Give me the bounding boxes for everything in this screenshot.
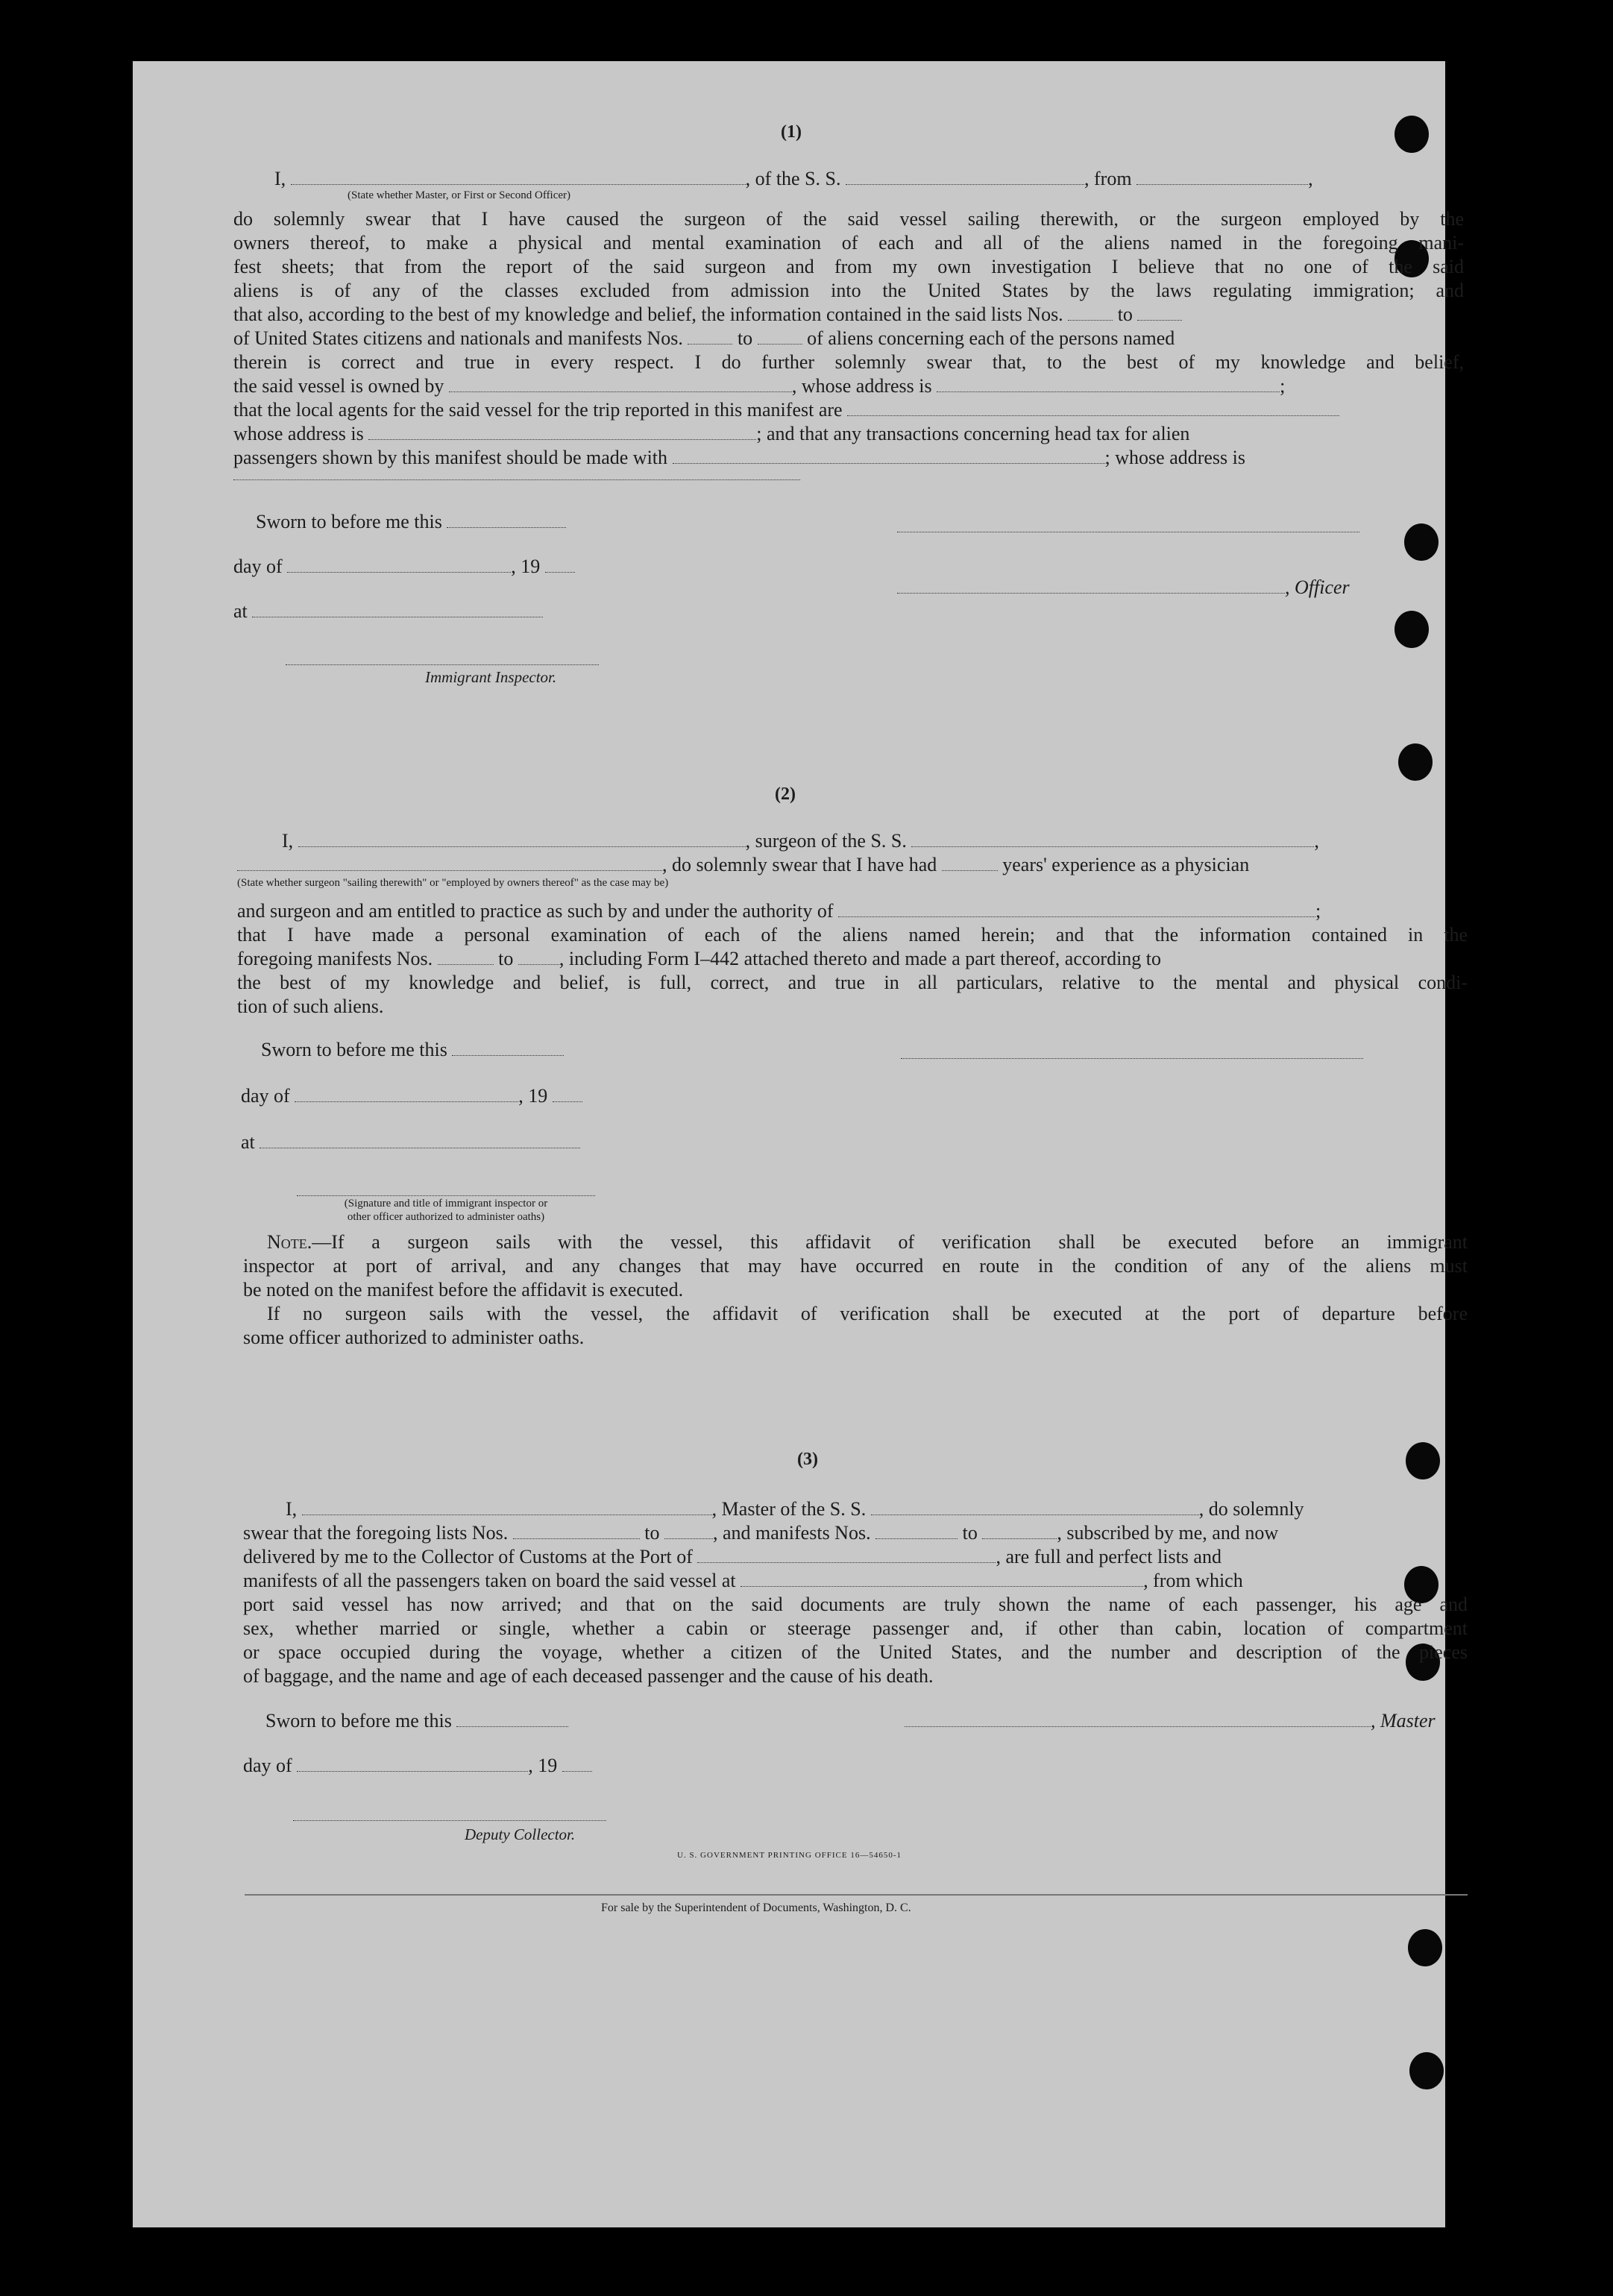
s2-day-of (241, 1084, 582, 1108)
s3-line-6: sex, whether married or single, whether a cabin or steerage passenger and, if other than cabin, location of compartment (243, 1617, 1468, 1639)
note-label: Note. (267, 1231, 312, 1253)
s3-text: , are full and perfect lists and (996, 1546, 1221, 1567)
s1-text: at (233, 600, 248, 622)
s2-sig-note-1: (Signature and title of immigrant inspector or (344, 1198, 548, 1210)
s2-sworn (261, 1038, 564, 1062)
s1-year-blank[interactable] (545, 557, 575, 573)
s2-note2-line-1: If no surgeon sails with the vessel, the affidavit of verification shall be executed at the port of departure before (267, 1303, 1468, 1324)
s2-text: at (241, 1131, 255, 1153)
s3-year-blank[interactable] (562, 1756, 592, 1772)
agents-address-blank[interactable] (368, 424, 756, 440)
punch-hole (1409, 2052, 1444, 2089)
s3-text: , and manifests Nos. (713, 1522, 871, 1544)
s1-text: I, (274, 168, 286, 189)
s3-text: , Master of the S. S. (711, 1498, 867, 1520)
years-experience-blank[interactable] (942, 855, 998, 871)
s1-officer-signature-line[interactable] (897, 531, 1359, 532)
s3-sworn (265, 1709, 568, 1733)
s1-text: , from (1084, 168, 1132, 189)
s2-inspector-signature-line[interactable] (297, 1195, 595, 1196)
section-2-heading: (2) (775, 784, 796, 804)
s3-master-signature-blank[interactable] (905, 1711, 1371, 1727)
s1-place-blank[interactable] (252, 602, 543, 617)
s3-text: , from which (1143, 1570, 1243, 1591)
s2-line-4: that I have made a personal examination of each of the aliens named herein; and that the information contained in the (237, 924, 1468, 946)
manifests-to-blank[interactable] (758, 329, 802, 345)
gpo-imprint: U. S. GOVERNMENT PRINTING OFFICE 16—54650-1 (677, 1851, 902, 1860)
s2-at (241, 1130, 580, 1154)
s3-line-4 (243, 1569, 1468, 1593)
s1-text: whose address is (233, 423, 364, 444)
s3-text: swear that the foregoing lists Nos. (243, 1522, 509, 1544)
s2-line-1 (282, 829, 1468, 853)
s2-text: years' experience as a physician (1002, 854, 1250, 875)
s2-surgeon-note: (State whether surgeon "sailing therewith" or "employed by owners thereof" as the case may be) (237, 877, 669, 889)
head-tax-address-blank[interactable] (233, 479, 800, 480)
punch-hole (1404, 523, 1439, 561)
s1-text: , whose address is (791, 375, 932, 397)
section-3-heading: (3) (797, 1450, 818, 1469)
s3-deputy-signature-line[interactable] (293, 1819, 606, 1821)
punch-hole (1395, 611, 1429, 648)
s2-text: I, (282, 830, 294, 852)
authority-blank[interactable] (838, 902, 1315, 917)
lists-to-blank[interactable] (1137, 305, 1182, 321)
surgeon-name-blank[interactable] (298, 831, 746, 847)
port-of-arrival-blank[interactable] (697, 1547, 996, 1563)
s3-master-signature (905, 1709, 1441, 1733)
s3-ship-name-blank[interactable] (871, 1500, 1199, 1515)
s3-deputy-label: Deputy Collector. (465, 1825, 576, 1843)
s3-master-name-blank[interactable] (302, 1500, 712, 1515)
s1-line-8: therein is correct and true in every respect. I do further solemnly swear that, to the best of my knowledge and belief, (233, 351, 1464, 373)
master-name-blank[interactable] (291, 169, 746, 185)
from-port-blank[interactable] (1136, 169, 1308, 185)
s1-text: of United States citizens and nationals and manifests Nos. (233, 327, 683, 349)
s1-line-12 (233, 446, 1464, 470)
footer-rule (245, 1894, 1468, 1896)
s3-manifests-to-blank[interactable] (982, 1523, 1057, 1539)
s1-text: day of (233, 556, 283, 577)
s2-place-blank[interactable] (260, 1133, 580, 1148)
s2-manifests-to-blank[interactable] (518, 949, 559, 965)
sale-notice: For sale by the Superintendent of Documents, Washington, D. C. (601, 1902, 911, 1914)
punch-hole (1398, 743, 1433, 781)
owner-address-blank[interactable] (937, 377, 1280, 392)
s2-line-5 (237, 947, 1468, 971)
s3-day-of (243, 1754, 592, 1778)
s1-line-9 (233, 374, 1464, 398)
s1-text: , Officer (1285, 576, 1350, 598)
s3-text: , 19 (528, 1755, 558, 1776)
s1-line-2: do solemnly swear that I have caused the surgeon of the said vessel sailing therewith, or the surgeon employed by the (233, 208, 1464, 230)
s1-text: , 19 (511, 556, 541, 577)
s2-ship-name-blank[interactable] (911, 831, 1314, 847)
s2-note-line-3: be noted on the manifest before the affidavit is executed. (243, 1279, 684, 1300)
s3-text: manifests of all the passengers taken on board the said vessel at (243, 1570, 736, 1591)
s3-text: , subscribed by me, and now (1057, 1522, 1279, 1544)
s2-note-line-2: inspector at port of arrival, and any changes that may have occurred en route in the condition of any of the aliens must (243, 1255, 1468, 1277)
head-tax-contact-blank[interactable] (673, 448, 1105, 464)
ship-name-blank[interactable] (846, 169, 1084, 185)
s3-text: I, (286, 1498, 298, 1520)
s2-surgeon-signature-line[interactable] (901, 1057, 1363, 1059)
s2-line-6: the best of my knowledge and belief, is full, correct, and true in all particulars, relative to the mental and physical condi- (237, 972, 1468, 993)
s3-day-blank[interactable] (297, 1756, 528, 1772)
manifests-from-blank[interactable] (688, 329, 732, 345)
agents-blank[interactable] (847, 400, 1339, 416)
s3-manifests-from-blank[interactable] (875, 1523, 958, 1539)
s1-line-11 (233, 422, 1464, 446)
s1-line-6 (233, 303, 1464, 327)
s2-year-blank[interactable] (553, 1086, 582, 1102)
punch-hole (1395, 116, 1429, 153)
owner-blank[interactable] (449, 377, 792, 392)
s1-officer-title (897, 576, 1363, 600)
s3-lists-from-blank[interactable] (513, 1523, 640, 1539)
s1-text: to (1117, 303, 1133, 325)
s3-text: , do solemnly (1198, 1498, 1304, 1520)
s1-text: that the local agents for the said vessel for the trip reported in this manifest are (233, 399, 843, 421)
s3-text: delivered by me to the Collector of Customs at the Port of (243, 1546, 693, 1567)
s2-text: , (1314, 830, 1319, 852)
s1-text: , of the S. S. (745, 168, 841, 189)
s2-line-7: tion of such aliens. (237, 996, 384, 1017)
s2-text: day of (241, 1085, 290, 1107)
s2-text: foregoing manifests Nos. (237, 948, 433, 969)
s3-text: Sworn to before me this (265, 1710, 452, 1732)
s1-text: to (737, 327, 753, 349)
s1-line-10 (233, 398, 1464, 422)
s3-line-2 (243, 1521, 1468, 1545)
s1-day-of (233, 555, 575, 579)
s1-at (233, 600, 543, 623)
s1-text: ; whose address is (1104, 447, 1246, 468)
s2-note2-line-2: some officer authorized to administer oaths. (243, 1327, 585, 1348)
punch-hole (1408, 1929, 1442, 1966)
s2-text: , do solemnly swear that I have had (662, 854, 937, 875)
s3-line-8: of baggage, and the name and age of each deceased passenger and the cause of his death. (243, 1665, 934, 1687)
s3-text: to (962, 1522, 978, 1544)
s1-text: passengers shown by this manifest should be made with (233, 447, 668, 468)
s3-line-1 (286, 1497, 1468, 1521)
s3-text: , Master (1371, 1710, 1436, 1732)
manifest-back-page (133, 61, 1468, 2227)
s2-text: , including Form I–442 attached thereto and made a part thereof, according to (559, 948, 1162, 969)
s1-sworn-date-blank[interactable] (447, 512, 566, 528)
s1-text: , (1308, 168, 1313, 189)
lists-from-blank[interactable] (1068, 305, 1113, 321)
s1-officer-name-blank[interactable] (897, 578, 1285, 594)
s2-line-3 (237, 899, 1468, 923)
s2-text: , 19 (518, 1085, 548, 1107)
s1-text: ; and that any transactions concerning head tax for alien (756, 423, 1190, 444)
s1-line-1 (274, 167, 1315, 191)
s3-lists-to-blank[interactable] (664, 1523, 713, 1539)
s2-line-2 (237, 853, 1468, 877)
s2-text: ; (1315, 900, 1321, 922)
s2-sig-note-2: other officer authorized to administer oaths) (347, 1211, 545, 1223)
s2-day-blank[interactable] (295, 1086, 518, 1102)
s2-text: and surgeon and am entitled to practice as such by and under the authority of (237, 900, 834, 922)
s1-sworn (256, 510, 566, 534)
s3-line-7: or space occupied during the voyage, whether a citizen of the United States, and the number and description of the pieces (243, 1641, 1468, 1663)
s1-line-4: fest sheets; that from the report of the said surgeon and from my own investigation I believe that no one of the said (233, 256, 1464, 277)
s2-text: , surgeon of the S. S. (745, 830, 907, 852)
s2-sworn-date-blank[interactable] (452, 1040, 564, 1056)
surgeon-status-blank[interactable] (237, 855, 662, 871)
s1-text: ; (1280, 375, 1286, 397)
port-of-departure-blank[interactable] (741, 1571, 1143, 1587)
punch-hole (1406, 1442, 1440, 1479)
s1-text: of aliens concerning each of the persons named (807, 327, 1175, 349)
s3-line-5: port said vessel has now arrived; and that on the said documents are truly shown the name of each passenger, his age and (243, 1594, 1468, 1615)
s3-text: day of (243, 1755, 292, 1776)
s3-line-3 (243, 1545, 1468, 1569)
s3-sworn-date-blank[interactable] (456, 1711, 568, 1727)
s2-manifests-from-blank[interactable] (438, 949, 494, 965)
s1-day-blank[interactable] (287, 557, 511, 573)
s1-line-5: aliens is of any of the classes excluded from admission into the United States by the laws regulating immigration; and (233, 280, 1464, 301)
s1-officer-note: (State whether Master, or First or Second Officer) (348, 189, 571, 201)
s2-text: Sworn to before me this (261, 1039, 447, 1060)
s1-inspector-label: Immigrant Inspector. (425, 668, 557, 686)
s2-text: to (498, 948, 514, 969)
s3-text: to (644, 1522, 660, 1544)
s2-text: —If a surgeon sails with the vessel, this affidavit of verification shall be executed before an immigrant (312, 1231, 1468, 1253)
s1-text: the said vessel is owned by (233, 375, 444, 397)
s1-text: Sworn to before me this (256, 511, 442, 532)
s1-text: that also, according to the best of my knowledge and belief, the information contained in the said lists Nos. (233, 303, 1063, 325)
section-1-heading: (1) (781, 122, 802, 142)
s1-line-3: owners thereof, to make a physical and mental examination of each and all of the aliens named in the foregoing mani- (233, 232, 1464, 254)
s1-line-7 (233, 327, 1464, 350)
s2-note-line-1 (267, 1230, 1468, 1254)
